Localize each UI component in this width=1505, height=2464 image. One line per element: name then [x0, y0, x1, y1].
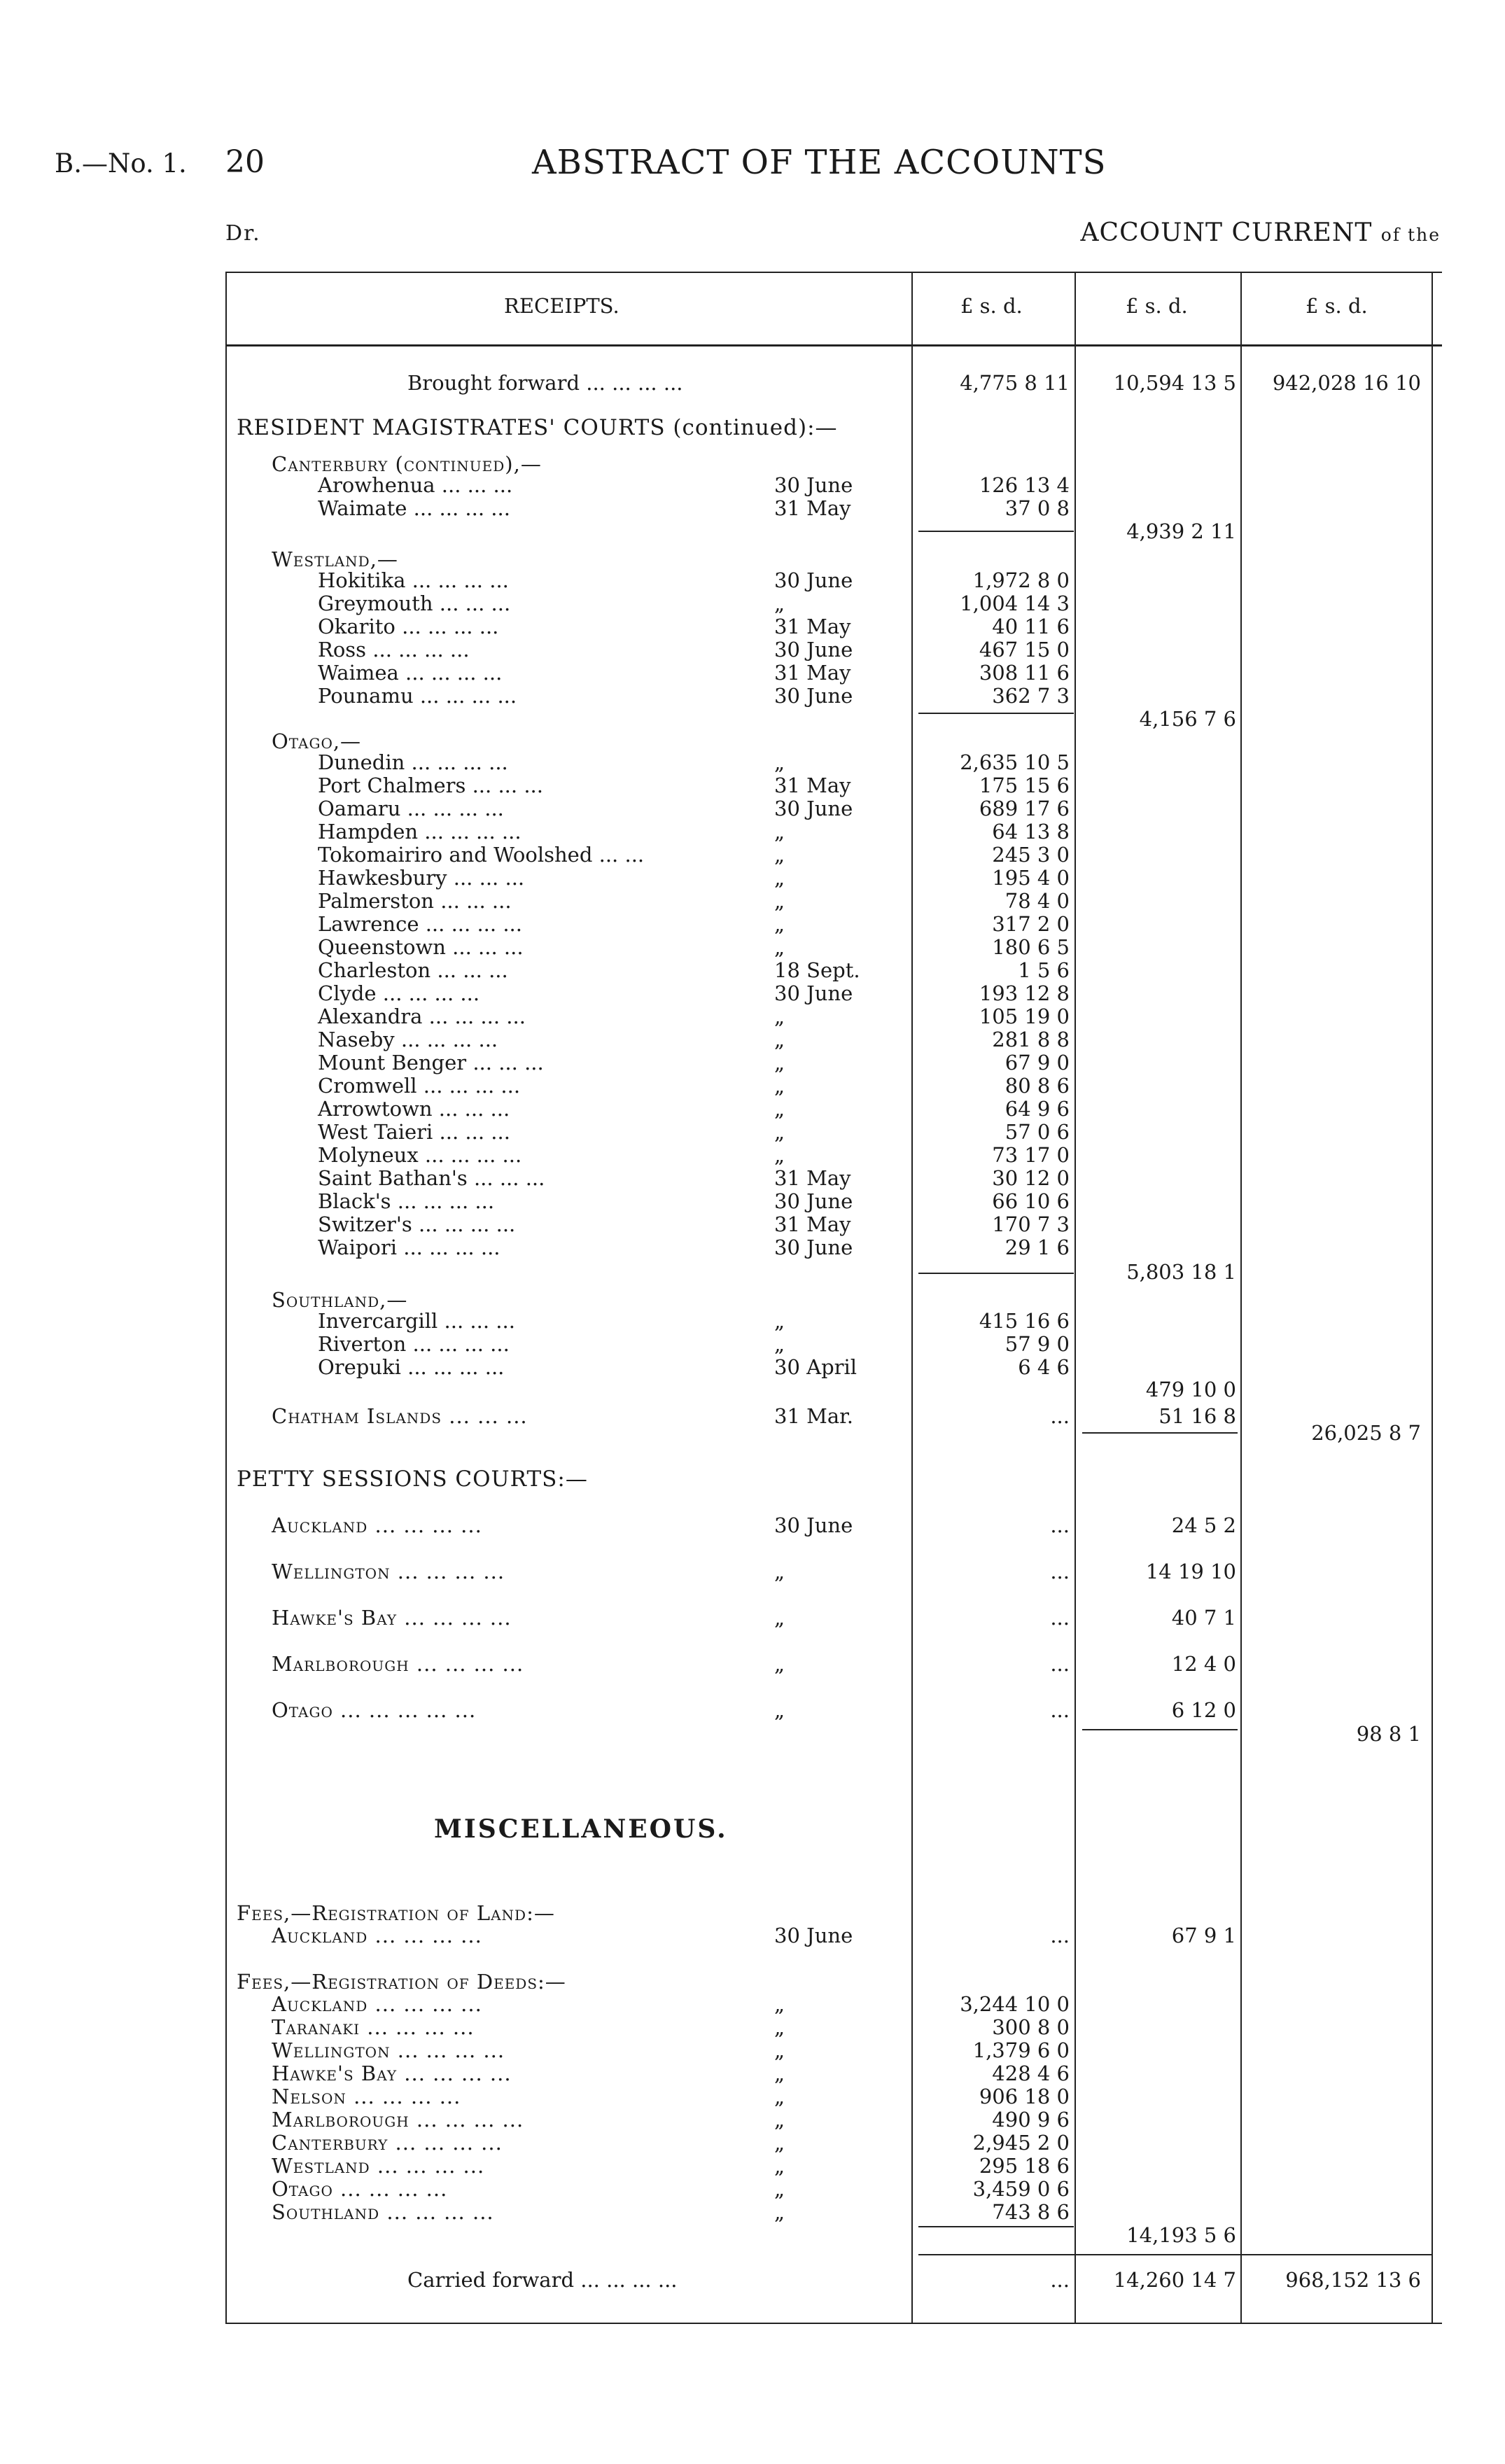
row-amount: 67 9 0: [1004, 1051, 1070, 1074]
row-amount: 126 13 4: [979, 473, 1070, 497]
row-name: Waipori ... ... ... ...: [318, 1236, 500, 1259]
row-name: Ross ... ... ... ...: [318, 638, 470, 662]
westland-label: Westland,—: [272, 547, 398, 571]
table-row: [0, 638, 1505, 662]
table-row: [0, 1143, 1505, 1167]
account-current-heading: ACCOUNT CURRENT of the: [1080, 218, 1441, 247]
land-auckland-name: Auckland ... ... ... ...: [272, 1924, 482, 1947]
table-row: [0, 889, 1505, 913]
row-name: Riverton ... ... ... ...: [318, 1332, 510, 1356]
southland-label: Southland,—: [272, 1288, 408, 1312]
row-name: Molyneux ... ... ... ...: [318, 1143, 522, 1167]
row-amount: 6 4 6: [1018, 1355, 1070, 1379]
row-date: „: [774, 1309, 785, 1333]
row-amount: 300 8 0: [992, 2015, 1070, 2039]
table-row: [0, 1332, 1505, 1356]
carried-forward-n1: ...: [1050, 2268, 1070, 2292]
row-name: Nelson ... ... ... ...: [272, 2085, 461, 2108]
table-row: [0, 935, 1505, 959]
row-name: Dunedin ... ... ... ...: [318, 750, 508, 774]
row-amount: 308 11 6: [979, 661, 1070, 685]
table-row: [0, 1236, 1505, 1259]
table-row: [0, 774, 1505, 797]
brought-forward-row: [0, 371, 1505, 395]
row-amount: 66 10 6: [992, 1189, 1070, 1213]
chatham-n2: 51 16 8: [1158, 1404, 1236, 1428]
row-date: 30 June: [774, 473, 853, 497]
row-name: Hawkesbury ... ... ...: [318, 866, 525, 890]
row-name: Auckland ... ... ... ...: [272, 1513, 482, 1537]
row-name: Clyde ... ... ... ...: [318, 981, 480, 1005]
row-date: „: [774, 935, 785, 959]
table-row: [0, 1992, 1505, 2016]
table-row: [0, 592, 1505, 615]
brought-forward-n1: 4,775 8 11: [960, 371, 1070, 395]
westland-total-row: [0, 707, 1505, 731]
row-total: 12 4 0: [1171, 1652, 1236, 1676]
row-amount: 743 8 6: [992, 2200, 1070, 2224]
row-date: 31 May: [774, 661, 851, 685]
page-number: 20: [225, 144, 265, 180]
row-date: 31 May: [774, 774, 851, 797]
row-amount: 57 0 6: [1004, 1120, 1070, 1144]
row-date: „: [774, 1698, 785, 1722]
row-date: „: [774, 1074, 785, 1098]
row-date: 30 June: [774, 568, 853, 592]
row-date: „: [774, 1120, 785, 1144]
table-row: [0, 797, 1505, 820]
row-amount: 281 8 8: [992, 1028, 1070, 1051]
brought-forward-n2: 10,594 13 5: [1113, 371, 1236, 395]
row-name: Saint Bathan's ... ... ...: [318, 1166, 545, 1190]
table-row: [0, 1652, 1505, 1676]
southland-total-row: [0, 1378, 1505, 1401]
table-row: [0, 1097, 1505, 1121]
row-amount: 2,635 10 5: [960, 750, 1070, 774]
rm-grand-total: 26,025 8 7: [1311, 1421, 1421, 1445]
rm-courts-heading: RESIDENT MAGISTRATES' COURTS (continued):—: [237, 415, 838, 440]
table-row: [0, 1212, 1505, 1236]
deeds-total-row: [0, 2223, 1505, 2247]
row-name: Wellington ... ... ... ...: [272, 2038, 505, 2062]
row-name: West Taieri ... ... ...: [318, 1120, 510, 1144]
row-amount: 689 17 6: [979, 797, 1070, 820]
row-date: 31 May: [774, 615, 851, 638]
row-name: Arrowtown ... ... ...: [318, 1097, 510, 1121]
row-date: „: [774, 2062, 785, 2085]
row-date: „: [774, 1992, 785, 2016]
row-date: 30 June: [774, 1236, 853, 1259]
row-date: „: [774, 2154, 785, 2178]
table-top-rule: [225, 272, 1442, 273]
receipts-header: RECEIPTS.: [504, 294, 620, 318]
row-date: 18 Sept.: [774, 958, 860, 982]
table-row: [0, 2200, 1505, 2224]
column3-header: £ s. d.: [1306, 294, 1368, 318]
row-date: 30 June: [774, 797, 853, 820]
row-amount: 64 13 8: [992, 820, 1070, 844]
row-name: Pounamu ... ... ... ...: [318, 684, 517, 708]
row-amount: 40 11 6: [992, 615, 1070, 638]
petty-total-row: [0, 1722, 1505, 1746]
row-name: Naseby ... ... ... ...: [318, 1028, 498, 1051]
petty-sessions-heading: PETTY SESSIONS COURTS:—: [237, 1466, 588, 1492]
row-date: „: [774, 2015, 785, 2039]
table-row: [0, 1189, 1505, 1213]
row-name: Waimate ... ... ... ...: [318, 496, 510, 520]
row-amount: 2,945 2 0: [972, 2131, 1070, 2155]
row-amount: 906 18 0: [979, 2085, 1070, 2108]
row-date: „: [774, 2085, 785, 2108]
row-date: „: [774, 1332, 785, 1356]
row-name: Lawrence ... ... ... ...: [318, 912, 522, 936]
row-date: „: [774, 843, 785, 867]
table-row: [0, 1074, 1505, 1098]
table-row: [0, 866, 1505, 890]
table-row: [0, 2177, 1505, 2201]
table-row: [0, 981, 1505, 1005]
row-name: Auckland ... ... ... ...: [272, 1992, 482, 2016]
row-name: Okarito ... ... ... ...: [318, 615, 499, 638]
row-date: „: [774, 2108, 785, 2132]
petty-total: 98 8 1: [1356, 1722, 1421, 1746]
row-amount: 1 5 6: [1018, 958, 1070, 982]
rm-grand-total-row: [0, 1421, 1505, 1445]
row-name: Port Chalmers ... ... ...: [318, 774, 543, 797]
row-name: Switzer's ... ... ... ...: [318, 1212, 516, 1236]
row-amount: 295 18 6: [979, 2154, 1070, 2178]
row-name: Invercargill ... ... ...: [318, 1309, 515, 1333]
canterbury-label: Canterbury (continued),—: [272, 452, 542, 476]
row-amount: 362 7 3: [992, 684, 1070, 708]
row-amount: 64 9 6: [1004, 1097, 1070, 1121]
row-amount: 180 6 5: [992, 935, 1070, 959]
row-date: „: [774, 592, 785, 615]
row-date: „: [774, 2177, 785, 2201]
table-row: [0, 2038, 1505, 2062]
land-auckland-row: [0, 1924, 1505, 1947]
row-date: „: [774, 1606, 785, 1630]
row-date: „: [774, 750, 785, 774]
deeds-fees-label: Fees,—Registration of Deeds:—: [237, 1970, 566, 1994]
canterbury-total: 4,939 2 11: [1126, 519, 1236, 543]
row-total: 24 5 2: [1171, 1513, 1236, 1537]
row-name: Marlborough ... ... ... ...: [272, 2108, 524, 2132]
table-row: [0, 1309, 1505, 1333]
row-amount: ...: [1050, 1698, 1070, 1722]
otago-total: 5,803 18 1: [1126, 1260, 1236, 1284]
row-amount: 170 7 3: [992, 1212, 1070, 1236]
table-row: [0, 1513, 1505, 1537]
row-name: Queenstown ... ... ...: [318, 935, 524, 959]
carried-forward-rule: [918, 2254, 1432, 2255]
table-row: [0, 2062, 1505, 2085]
table-row: [0, 684, 1505, 708]
row-name: Southland ... ... ... ...: [272, 2200, 494, 2224]
row-date: 30 June: [774, 684, 853, 708]
row-date: 30 June: [774, 638, 853, 662]
row-name: Alexandra ... ... ... ...: [318, 1004, 526, 1028]
document-reference: B.—No. 1.: [55, 148, 187, 178]
row-name: Black's ... ... ... ...: [318, 1189, 495, 1213]
column1-header: £ s. d.: [960, 294, 1023, 318]
table-row: [0, 843, 1505, 867]
table-row: [0, 568, 1505, 592]
row-amount: ...: [1050, 1560, 1070, 1583]
row-amount: 428 4 6: [992, 2062, 1070, 2085]
row-amount: 3,459 0 6: [972, 2177, 1070, 2201]
row-amount: 175 15 6: [979, 774, 1070, 797]
row-amount: 78 4 0: [1004, 889, 1070, 913]
row-name: Westland ... ... ... ...: [272, 2154, 485, 2178]
table-row: [0, 615, 1505, 638]
row-amount: 80 8 6: [1004, 1074, 1070, 1098]
land-auckland-n1: ...: [1050, 1924, 1070, 1947]
westland-total: 4,156 7 6: [1139, 707, 1236, 731]
row-date: „: [774, 912, 785, 936]
row-amount: ...: [1050, 1513, 1070, 1537]
brought-forward-n3: 942,028 16 10: [1272, 371, 1421, 395]
land-fees-label: Fees,—Registration of Land:—: [237, 1901, 555, 1925]
column2-header: £ s. d.: [1126, 294, 1188, 318]
row-amount: 1,972 8 0: [972, 568, 1070, 592]
row-name: Tokomairiro and Woolshed ... ...: [318, 843, 645, 867]
row-name: Wellington ... ... ... ...: [272, 1560, 505, 1583]
row-date: 30 June: [774, 981, 853, 1005]
row-amount: 73 17 0: [992, 1143, 1070, 1167]
row-date: „: [774, 1004, 785, 1028]
row-name: Hokitika ... ... ... ...: [318, 568, 509, 592]
row-amount: 29 1 6: [1004, 1236, 1070, 1259]
row-amount: 193 12 8: [979, 981, 1070, 1005]
row-date: 31 May: [774, 1166, 851, 1190]
canterbury-total-row: [0, 519, 1505, 543]
row-date: „: [774, 1028, 785, 1051]
table-row: [0, 1166, 1505, 1190]
table-bottom-rule: [225, 2323, 1442, 2324]
row-amount: ...: [1050, 1652, 1070, 1676]
table-row: [0, 2131, 1505, 2155]
row-date: „: [774, 1143, 785, 1167]
table-row: [0, 1028, 1505, 1051]
table-row: [0, 750, 1505, 774]
row-date: „: [774, 1652, 785, 1676]
table-row: [0, 1355, 1505, 1379]
row-name: Greymouth ... ... ...: [318, 592, 511, 615]
table-row: [0, 1560, 1505, 1583]
row-name: Hawke's Bay ... ... ... ...: [272, 1606, 512, 1630]
carried-forward-n2: 14,260 14 7: [1113, 2268, 1236, 2292]
row-name: Waimea ... ... ... ...: [318, 661, 503, 685]
row-amount: ...: [1050, 1606, 1070, 1630]
row-amount: 1,379 6 0: [972, 2038, 1070, 2062]
row-date: „: [774, 1560, 785, 1583]
header-bottom-rule: [225, 344, 1442, 346]
row-name: Taranaki ... ... ... ...: [272, 2015, 475, 2039]
chatham-date: 31 Mar.: [774, 1404, 853, 1428]
table-row: [0, 2085, 1505, 2108]
row-name: Mount Benger ... ... ...: [318, 1051, 544, 1074]
row-amount: 195 4 0: [992, 866, 1070, 890]
row-date: 30 June: [774, 1189, 853, 1213]
row-date: „: [774, 1051, 785, 1074]
row-name: Canterbury ... ... ... ...: [272, 2131, 503, 2155]
row-name: Otago ... ... ... ...: [272, 2177, 448, 2201]
debit-label: Dr.: [225, 221, 261, 246]
row-name: Otago ... ... ... ... ...: [272, 1698, 477, 1722]
table-row: [0, 1698, 1505, 1722]
row-amount: 490 9 6: [992, 2108, 1070, 2132]
table-row: [0, 1004, 1505, 1028]
carried-forward-row: [0, 2268, 1505, 2292]
table-row: [0, 473, 1505, 497]
row-date: 30 June: [774, 1513, 853, 1537]
row-amount: 415 16 6: [979, 1309, 1070, 1333]
row-date: „: [774, 2038, 785, 2062]
page-title: ABSTRACT OF THE ACCOUNTS: [532, 143, 1107, 182]
row-amount: 3,244 10 0: [960, 1992, 1070, 2016]
row-name: Palmerston ... ... ...: [318, 889, 512, 913]
land-auckland-date: 30 June: [774, 1924, 853, 1947]
land-auckland-n2: 67 9 1: [1171, 1924, 1236, 1947]
row-total: 14 19 10: [1145, 1560, 1236, 1583]
brought-forward-label: Brought forward ... ... ... ...: [407, 371, 683, 395]
row-amount: 245 3 0: [992, 843, 1070, 867]
row-name: Oamaru ... ... ... ...: [318, 797, 504, 820]
deeds-total: 14,193 5 6: [1126, 2223, 1236, 2247]
row-amount: 57 9 0: [1004, 1332, 1070, 1356]
row-total: 6 12 0: [1171, 1698, 1236, 1722]
otago-label: Otago,—: [272, 729, 362, 753]
row-date: 31 May: [774, 1212, 851, 1236]
row-date: 30 April: [774, 1355, 858, 1379]
row-amount: 105 19 0: [979, 1004, 1070, 1028]
row-amount: 37 0 8: [1004, 496, 1070, 520]
row-date: 31 May: [774, 496, 851, 520]
table-row: [0, 1120, 1505, 1144]
row-amount: 1,004 14 3: [960, 592, 1070, 615]
row-date: „: [774, 889, 785, 913]
table-row: [0, 2154, 1505, 2178]
chatham-n1: ...: [1050, 1404, 1070, 1428]
carried-forward-label: Carried forward ... ... ... ...: [407, 2268, 678, 2292]
row-date: „: [774, 820, 785, 844]
table-row: [0, 661, 1505, 685]
row-amount: 317 2 0: [992, 912, 1070, 936]
carried-forward-n3: 968,152 13 6: [1285, 2268, 1421, 2292]
row-amount: 30 12 0: [992, 1166, 1070, 1190]
row-date: „: [774, 866, 785, 890]
row-name: Cromwell ... ... ... ...: [318, 1074, 521, 1098]
table-row: [0, 820, 1505, 844]
southland-total: 479 10 0: [1145, 1378, 1236, 1401]
table-row: [0, 912, 1505, 936]
row-name: Marlborough ... ... ... ...: [272, 1652, 524, 1676]
table-row: [0, 1051, 1505, 1074]
miscellaneous-heading: MISCELLANEOUS.: [434, 1814, 728, 1844]
row-date: „: [774, 2131, 785, 2155]
chatham-name: Chatham Islands ... ... ...: [272, 1404, 528, 1428]
row-name: Charleston ... ... ...: [318, 958, 508, 982]
table-row: [0, 496, 1505, 520]
row-name: Orepuki ... ... ... ...: [318, 1355, 505, 1379]
row-total: 40 7 1: [1171, 1606, 1236, 1630]
table-row: [0, 1606, 1505, 1630]
account-suffix: of the: [1380, 225, 1441, 245]
row-amount: 467 15 0: [979, 638, 1070, 662]
row-date: „: [774, 2200, 785, 2224]
table-row: [0, 2108, 1505, 2132]
table-row: [0, 958, 1505, 982]
row-name: Arowhenua ... ... ...: [318, 473, 513, 497]
otago-total-row: [0, 1260, 1505, 1284]
row-name: Hawke's Bay ... ... ... ...: [272, 2062, 512, 2085]
row-name: Hampden ... ... ... ...: [318, 820, 522, 844]
table-row: [0, 2015, 1505, 2039]
row-date: „: [774, 1097, 785, 1121]
